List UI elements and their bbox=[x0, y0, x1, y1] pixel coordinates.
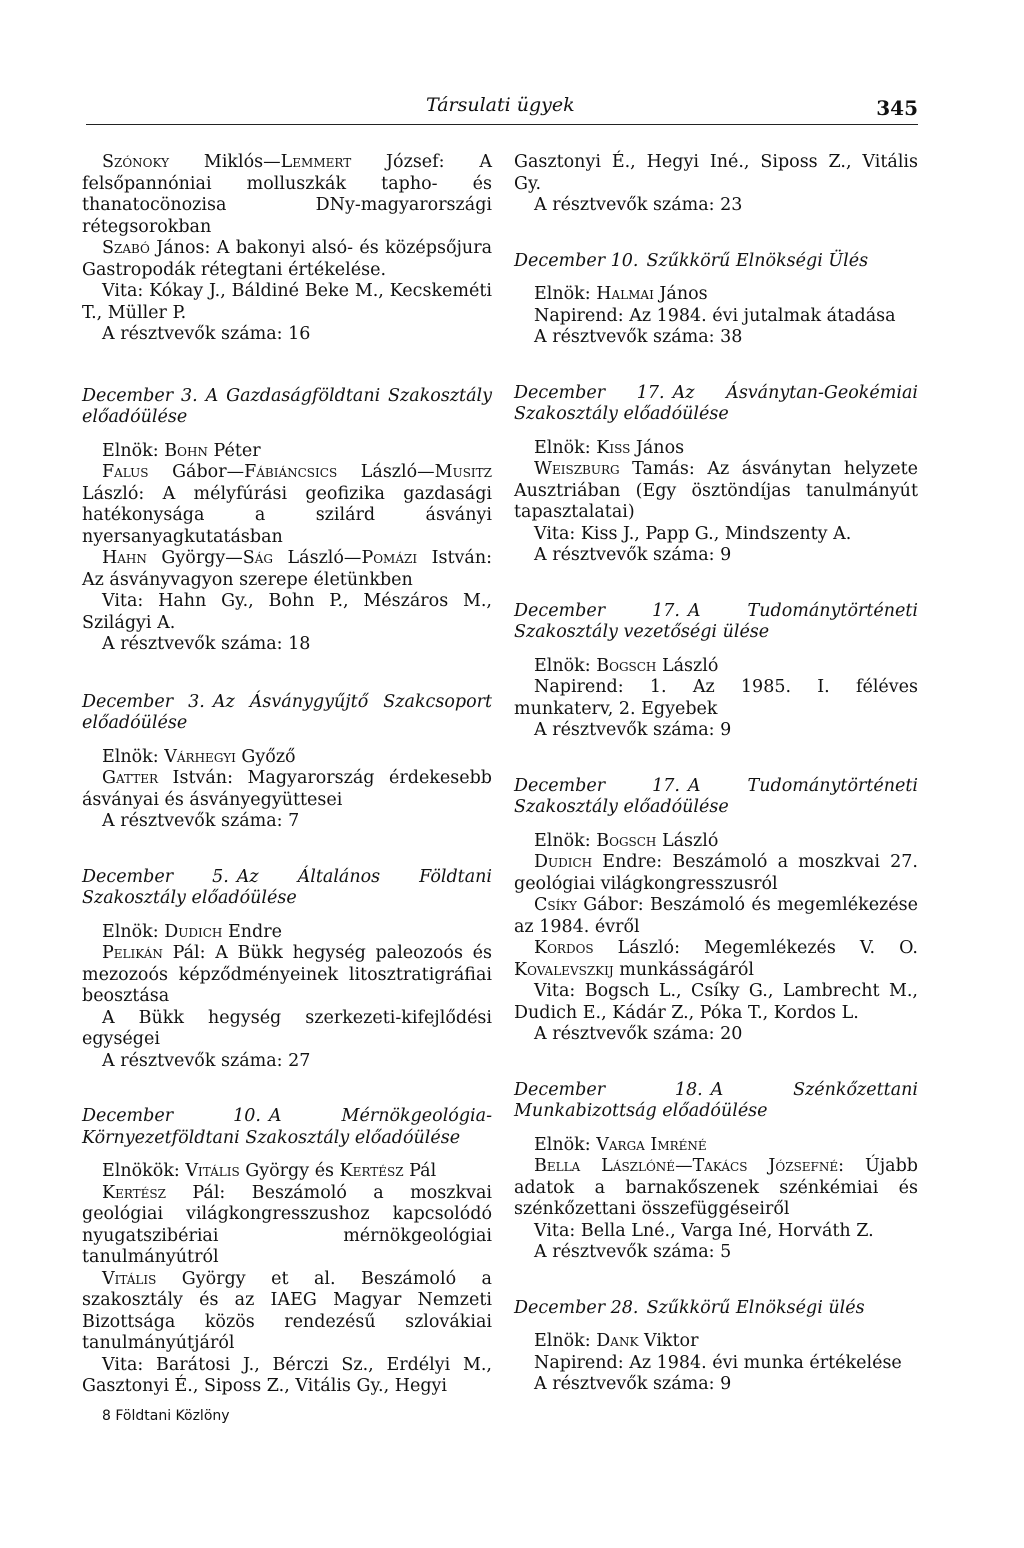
meeting-section bbox=[514, 251, 918, 349]
chair-name: Bohn bbox=[164, 440, 208, 461]
talk-text: László: Megemlékezés V. O. bbox=[593, 938, 918, 958]
talk-entry: A Bükk hegység szerkezeti-kifejlődési egységei bbox=[82, 1007, 492, 1049]
chair-given-name: Viktor bbox=[638, 1331, 699, 1351]
meeting-date: December 3. bbox=[82, 691, 205, 712]
chair-name: Halmai bbox=[596, 284, 654, 304]
left-column bbox=[82, 152, 492, 1398]
meeting-date: December 5. bbox=[82, 866, 229, 887]
chair-label: Elnök: bbox=[102, 440, 165, 461]
talk-entry bbox=[514, 895, 918, 938]
chair-given-name: László bbox=[656, 655, 719, 676]
attendance-count: A résztvevők száma: 7 bbox=[102, 811, 300, 831]
section-heading bbox=[514, 1298, 918, 1320]
meeting-title: A Tudománytörténeti Szakosztály vezetőségi ülése bbox=[514, 600, 918, 642]
chair-name: Bogsch bbox=[596, 830, 657, 851]
chair-label: Elnök: bbox=[102, 746, 165, 767]
section-heading bbox=[82, 1106, 492, 1149]
chair-line bbox=[82, 1161, 492, 1183]
section-heading bbox=[514, 601, 918, 644]
meeting-section bbox=[514, 776, 918, 1046]
talk-text: Endre: Beszámoló a moszkvai 27. geológiai világkongresszusról bbox=[514, 852, 918, 894]
meeting-title: A Tudománytörténeti Szakosztály előadóülése bbox=[514, 775, 918, 817]
discussion-line: Vita: Bella Lné., Varga Iné, Horváth Z. bbox=[534, 1220, 874, 1241]
chair-name: Kertész bbox=[339, 1161, 404, 1181]
talk-text: Pál: Beszámoló a moszkvai geológiai világkongresszushoz kapcsolódó nyugatszibériai mérnökgeológiai tanulmányútról bbox=[82, 1182, 492, 1267]
chair-given-name: Endre bbox=[222, 921, 282, 942]
attendance-count: A résztvevők száma: 16 bbox=[102, 324, 311, 344]
meeting-date: December 3. bbox=[82, 385, 198, 406]
chair-line bbox=[82, 922, 492, 944]
meeting-section bbox=[514, 1080, 918, 1264]
author-name: Kertész bbox=[102, 1182, 166, 1203]
author-name: Hahn bbox=[102, 548, 147, 568]
attendance-count: A résztvevők száma: 38 bbox=[534, 327, 743, 347]
chair-label: Elnökök: bbox=[102, 1161, 186, 1181]
author-name: Fábiáncsics bbox=[244, 462, 338, 482]
author-name: Csíky bbox=[534, 895, 577, 915]
talk-text: Tamás: Az ásványtan helyzete Ausztriában (Egy ösztöndíjas tanulmányút tapasztalatai) bbox=[514, 459, 918, 522]
chair-line bbox=[514, 831, 918, 853]
talk-entry bbox=[82, 238, 492, 281]
discussion-line: Vita: Hahn Gy., Bohn P., Mészáros M., Szilágyi A. bbox=[82, 591, 492, 633]
talk-entry bbox=[514, 459, 918, 524]
talk-entry bbox=[514, 938, 918, 981]
chair-line bbox=[82, 747, 492, 769]
talk-text: Miklós— bbox=[169, 152, 281, 172]
author-name: Takács Józsefné bbox=[692, 1156, 839, 1176]
meeting-title: A Szénkőzettani Munkabizottság előadóülése bbox=[514, 1079, 918, 1121]
meeting-date: December 28. bbox=[514, 1297, 639, 1318]
chair-given-name: Győző bbox=[235, 746, 296, 767]
meeting-date: December 17. bbox=[514, 775, 680, 796]
chair-label: Elnök: bbox=[534, 830, 597, 851]
talk-entry bbox=[82, 943, 492, 1008]
meeting-title: Az Ásványtan-Geokémiai Szakosztály előadóülése bbox=[514, 382, 918, 424]
talk-text: — bbox=[675, 1156, 693, 1176]
section-heading bbox=[514, 251, 918, 273]
chair-given-name: Pál bbox=[403, 1161, 437, 1181]
chair-name: Bogsch bbox=[596, 655, 657, 676]
talk-entry bbox=[82, 768, 492, 811]
talk-entry bbox=[82, 548, 492, 591]
attendance-count: A résztvevők száma: 9 bbox=[534, 720, 732, 740]
talk-text: János: A bakonyi alsó- és középsőjura Gastropodák rétegtani értékelése. bbox=[82, 238, 492, 280]
talk-entry bbox=[514, 1156, 918, 1221]
talk-text: Pál: A Bükk hegység paleozoós és mezozoós képződményeinek litosztratigráfiai beosztása bbox=[82, 943, 492, 1006]
meeting-section bbox=[82, 867, 492, 1073]
chair-label: Elnök: bbox=[534, 437, 597, 458]
talk-text: József: A felsőpannóniai molluszkák tapho- és thanatocönozisa DNy-magyarországi rétegsorokban bbox=[82, 152, 493, 237]
talk-text: István: Magyarország érdekesebb ásványai és ásványegyüttesei bbox=[82, 768, 492, 810]
author-name: Kordos bbox=[534, 938, 594, 958]
attendance-count: A résztvevők száma: 18 bbox=[102, 634, 311, 654]
discussion-line: Vita: Bogsch L., Csíky G., Lambrecht M., Dudich E., Kádár Z., Póka T., Kordos L. bbox=[514, 981, 918, 1023]
chair-given-name: Péter bbox=[207, 440, 261, 461]
meeting-date: December 17. bbox=[514, 600, 680, 621]
meeting-title: A Gazdaságföldtani Szakosztály előadóülése bbox=[82, 385, 492, 427]
chair-given-name: László bbox=[656, 830, 719, 851]
chair-name: Dank bbox=[596, 1331, 639, 1351]
author-name: Pomázi bbox=[361, 548, 418, 568]
attendance-count: A résztvevők száma: 5 bbox=[534, 1242, 732, 1262]
talk-entry bbox=[82, 1183, 492, 1269]
meeting-section bbox=[82, 1106, 492, 1398]
chair-line bbox=[514, 656, 918, 678]
chair-line bbox=[514, 284, 918, 306]
meeting-title: Szűkkörű Elnökségi ülés bbox=[646, 1297, 865, 1318]
attendance-count: A résztvevők száma: 9 bbox=[534, 545, 732, 565]
talk-text: : Újabb adatok a barnakőszenek szénkémiai és szénkőzettani összefüggéseiről bbox=[514, 1156, 918, 1219]
meeting-title: Szűkkörű Elnökségi Ülés bbox=[646, 250, 869, 271]
attendance-count: A résztvevők száma: 9 bbox=[534, 1374, 732, 1394]
chair-line bbox=[514, 1135, 918, 1157]
talk-entry bbox=[82, 152, 492, 238]
meeting-title: Az Ásványgyűjtő Szakcsoport előadóülése bbox=[82, 691, 492, 733]
author-name: Falus bbox=[102, 462, 149, 482]
attendance-count: A résztvevők száma: 27 bbox=[102, 1050, 311, 1071]
chair-line bbox=[82, 441, 492, 463]
section-heading bbox=[82, 867, 492, 910]
talk-text: László: A mélyfúrási geofizika gazdasági hatékonysága a szilárd ásványi nyersanyagkutatásban bbox=[82, 483, 492, 547]
section-heading bbox=[82, 692, 492, 735]
chair-label: Elnök: bbox=[534, 655, 597, 676]
talk-text: László— bbox=[273, 548, 362, 568]
author-name: Pelikán bbox=[102, 943, 163, 963]
meeting-date: December 10. bbox=[514, 250, 639, 271]
meeting-section bbox=[514, 383, 918, 567]
meeting-section bbox=[82, 692, 492, 833]
attendance-count: A résztvevők száma: 20 bbox=[534, 1024, 743, 1044]
page-number: 345 bbox=[876, 96, 918, 120]
author-name: Szónoky bbox=[102, 152, 170, 172]
author-name: Bella Lászlóné bbox=[534, 1156, 676, 1176]
chair-label: Elnök: bbox=[534, 284, 597, 304]
chair-label: Elnök: bbox=[534, 1331, 597, 1351]
talk-text: munkásságáról bbox=[613, 959, 754, 980]
discussion-line: Vita: Kókay J., Báldiné Beke M., Kecskeméti T., Müller P. bbox=[82, 281, 492, 323]
author-name: Gatter bbox=[102, 768, 159, 788]
chair-label: Elnök: bbox=[534, 1134, 597, 1155]
talk-text: György— bbox=[146, 548, 243, 568]
section-heading bbox=[514, 776, 918, 819]
meeting-title: A Mérnökgeológia-Környezetföldtani Szakosztály előadóülése bbox=[82, 1106, 492, 1148]
meeting-title: Az Általános Földtani Szakosztály előadóülése bbox=[82, 866, 492, 908]
talk-text: István: Az ásványvagyon szerepe életünkben bbox=[82, 548, 493, 590]
talk-entry bbox=[514, 852, 918, 895]
talk-text: Gábor: Beszámoló és megemlékezése az 1984. évről bbox=[514, 895, 918, 937]
agenda-line: Napirend: Az 1984. évi jutalmak átadása bbox=[534, 305, 896, 326]
chair-name: Vitális bbox=[185, 1161, 240, 1181]
author-name: Ság bbox=[242, 548, 274, 568]
chair-given-name: János bbox=[653, 284, 708, 304]
chair-name: Varga Imréné bbox=[596, 1134, 707, 1155]
author-name: Dudich bbox=[534, 852, 593, 872]
chair-name: Kiss bbox=[596, 437, 631, 458]
intro-section bbox=[82, 152, 492, 346]
talk-text: Gábor— bbox=[148, 462, 245, 482]
meeting-section bbox=[514, 601, 918, 742]
author-name: Weiszburg bbox=[534, 459, 620, 479]
chair-name: Várhegyi bbox=[164, 746, 236, 767]
page-header bbox=[86, 92, 918, 125]
attendance-count: A résztvevők száma: 23 bbox=[534, 195, 743, 215]
chair-line bbox=[514, 1331, 918, 1353]
chair-given-name: János bbox=[630, 437, 685, 458]
talk-entry bbox=[82, 462, 492, 548]
continued-section bbox=[514, 152, 918, 217]
discussion-line: Vita: Barátosi J., Bérczi Sz., Erdélyi M., Gasztonyi É., Siposs Z., Vitális Gy., Hegyi bbox=[82, 1354, 492, 1396]
talk-text: György et al. Beszámoló a szakosztály és az IAEG Magyar Nemzeti Bizottsága közös rendezésű szlovákiai tanulmányútjáról bbox=[82, 1268, 492, 1353]
meeting-date: December 18. bbox=[514, 1079, 703, 1100]
section-heading bbox=[514, 383, 918, 426]
chair-line bbox=[514, 438, 918, 460]
discussion-line: Gasztonyi É., Hegyi Iné., Siposs Z., Vitális Gy. bbox=[514, 152, 918, 194]
author-name: Lemmert bbox=[280, 152, 352, 172]
agenda-line: Napirend: 1. Az 1985. I. féléves munkaterv, 2. Egyebek bbox=[514, 677, 918, 719]
author-name: Vitális bbox=[102, 1268, 157, 1289]
meeting-date: December 10. bbox=[82, 1106, 261, 1126]
chair-label: Elnök: bbox=[102, 921, 165, 942]
talk-entry bbox=[82, 1269, 492, 1355]
section-heading bbox=[514, 1080, 918, 1123]
running-title: Társulati ügyek bbox=[426, 94, 575, 116]
chair-given-name: György és bbox=[239, 1161, 340, 1181]
talk-text: László— bbox=[337, 462, 435, 482]
author-name: Szabó bbox=[102, 238, 150, 258]
author-name: Musitz bbox=[434, 462, 492, 482]
right-column bbox=[514, 152, 918, 1396]
signature-mark: 8 Földtani Közlöny bbox=[102, 1408, 230, 1424]
section-heading bbox=[82, 386, 492, 429]
chair-name: Dudich bbox=[164, 921, 223, 942]
agenda-line: Napirend: Az 1984. évi munka értékelése bbox=[534, 1352, 902, 1373]
meeting-date: December 17. bbox=[514, 382, 665, 403]
author-name: Kovalevszkij bbox=[514, 959, 614, 980]
meeting-section bbox=[82, 386, 492, 656]
discussion-line: Vita: Kiss J., Papp G., Mindszenty A. bbox=[534, 523, 852, 544]
meeting-section bbox=[514, 1298, 918, 1396]
